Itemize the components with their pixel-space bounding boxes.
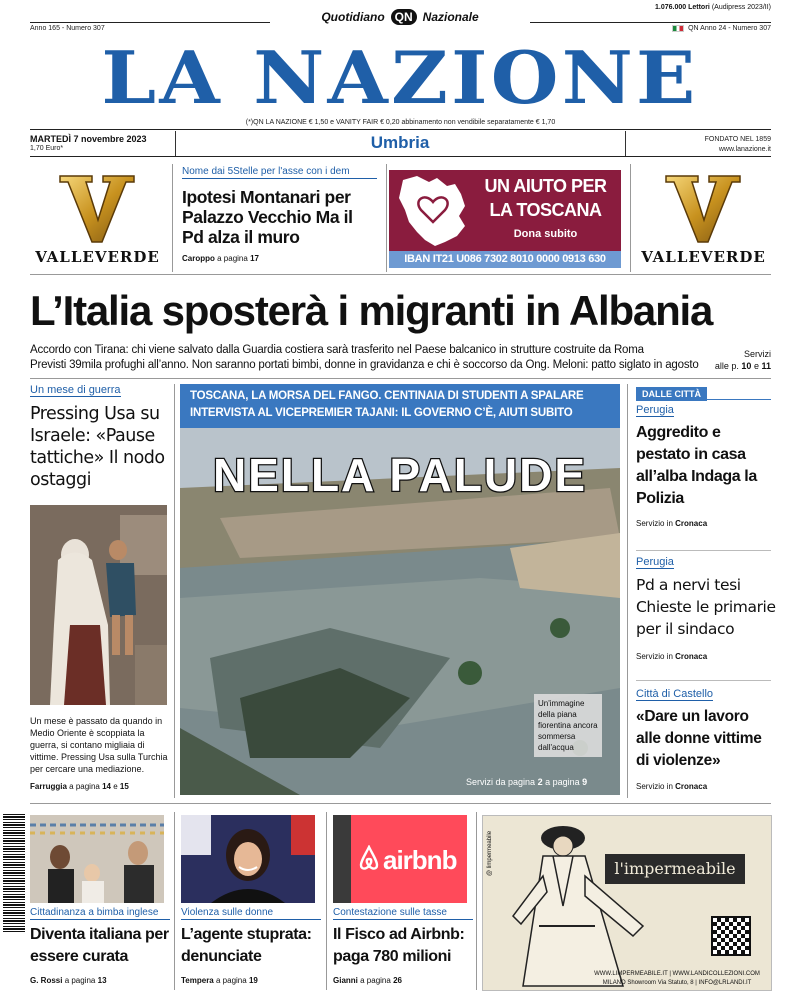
city-story-2-headline[interactable]: Pd a nervi tesi Chieste le primarie per il sindaco <box>636 576 776 638</box>
flood-banner-line-2: INTERVISTA AL VICEPREMIER TAJANI: IL GOVERNO C’È, AIUTI SUBITO <box>190 407 573 419</box>
impermeabile-handle: @ limpermeabile <box>487 830 493 876</box>
top-story[interactable] <box>182 166 377 270</box>
price-note: (*)QN LA NAZIONE € 1,50 e VANITY FAIR € 0,20 abbinamento non vendibile separatamente € 1,70 <box>245 119 556 126</box>
qn-issue: QN Anno 24 - Numero 307 <box>688 25 771 32</box>
valleverde-wordmark: VALLEVERDE <box>641 248 766 266</box>
portrait-photo-image <box>181 815 315 903</box>
price: 1,70 Euro* <box>30 145 64 152</box>
city-story-3-kicker: Città di Castello <box>636 688 714 700</box>
bottom-2-photo[interactable] <box>181 815 315 903</box>
bottom-3-kicker: Contestazione sulle tasse <box>333 907 473 920</box>
bottom-2-headline[interactable]: L’agente stuprata: denunciate <box>181 926 312 965</box>
bottom-story-1[interactable] <box>30 907 170 985</box>
bottom-2-kicker: Violenza sulle donne <box>181 907 321 920</box>
impermeabile-web[interactable]: WWW.LIMPERMEABILE.IT | WWW.LANDICOLLEZIONI.COM <box>594 971 760 977</box>
edition[interactable]: Umbria <box>370 133 430 152</box>
bottom-story-2[interactable] <box>181 907 321 985</box>
qr-code-icon[interactable] <box>711 916 751 956</box>
impermeabile-address: MILANO Showroom Via Statuto, 8 | INFO@LRLANDI.IT <box>602 980 752 986</box>
main-services: Servizi alle p. 10 e 11 <box>714 349 771 371</box>
qn-tagline <box>300 6 500 28</box>
bottom-1-headline[interactable]: Diventa italiana per essere curata <box>30 926 169 965</box>
war-kicker: Un mese di guerra <box>30 384 121 396</box>
war-headline[interactable]: Pressing Usa su Israele: «Pause tattiche» Il nodo ostaggi <box>30 404 165 490</box>
trenchcoat-figure-icon <box>503 816 653 992</box>
bottom-1-kicker: Cittadinanza a bimba inglese <box>30 907 170 920</box>
bottom-2-byline: Tempera a pagina 19 <box>181 976 258 985</box>
top-story-byline: Caroppo a pagina 17 <box>182 254 259 263</box>
top-story-kicker: Nome dai 5Stelle per l'asse con i dem <box>182 166 377 179</box>
masthead <box>0 0 801 160</box>
tagline-right: Nazionale <box>422 10 479 24</box>
valleverde-logo-icon <box>636 168 771 246</box>
bottom-3-byline: Gianni a pagina 26 <box>333 976 402 985</box>
bottom-1-photo[interactable] <box>30 815 164 903</box>
readers-count <box>655 4 771 11</box>
newspaper-title[interactable]: LA NAZIONE <box>101 35 699 120</box>
flood-headline[interactable]: NELLA PALUDE <box>212 449 588 501</box>
city-story-2[interactable] <box>636 556 776 661</box>
main-deck-1: Accordo con Tirana: chi viene salvato dalla Guardia costiera sarà trasferito nel Paese balcanico in strutture costruite da Roma <box>30 344 644 356</box>
italy-flag-icon <box>672 25 684 32</box>
airbnb-sign: airbnb <box>383 845 457 875</box>
war-byline: Farruggia a pagina 14 e 15 <box>30 782 129 791</box>
flood-banner[interactable] <box>180 384 620 428</box>
city-story-1-kicker: Perugia <box>636 404 674 416</box>
website[interactable]: www.lanazione.it <box>718 146 771 153</box>
city-story-2-kicker: Perugia <box>636 556 674 568</box>
airbnb-logo-icon <box>357 845 381 871</box>
date: MARTEDÌ 7 novembre 2023 <box>30 134 147 144</box>
valleverde-ad-right[interactable] <box>636 168 771 268</box>
city-story-2-byline: Servizio in Cronaca <box>636 652 708 661</box>
impermeabile-ad[interactable] <box>482 815 772 991</box>
top-story-headline[interactable]: Ipotesi Montanari per Palazzo Vecchio Ma il Pd alza il muro <box>182 187 353 247</box>
founded: FONDATO NEL 1859 <box>704 136 771 143</box>
aid-iban: IBAN IT21 U086 7302 8010 0000 0913 630 <box>389 251 621 268</box>
tagline-left: Quotidiano <box>321 10 385 24</box>
bottom-3-photo[interactable] <box>333 815 467 903</box>
flood-banner-line-1: TOSCANA, LA MORSA DEL FANGO. CENTINAIA DI STUDENTI A SPALARE <box>190 390 584 402</box>
war-photo[interactable] <box>30 505 167 705</box>
flood-photo-caption: Un'immagine della piana fiorentina ancora sommersa dall'acqua <box>534 694 602 757</box>
main-headline[interactable]: L’Italia sposterà i migranti in Albania <box>30 287 713 334</box>
barcode <box>3 812 25 932</box>
bottom-story-3[interactable] <box>333 907 473 985</box>
aid-subtitle: Dona subito <box>513 228 578 240</box>
city-story-1-byline: Servizio in Cronaca <box>636 519 708 528</box>
city-story-3[interactable] <box>636 688 776 791</box>
flood-services: Servizi da pagina 2 a pagina 9 <box>466 777 588 787</box>
issue-number-left: Anno 165 - Numero 307 <box>30 25 105 32</box>
readers-value: 1.076.000 Lettori <box>655 4 710 11</box>
bottom-3-headline[interactable]: Il Fisco ad Airbnb: paga 780 milioni <box>333 926 465 965</box>
dalle-citta-label: DALLE CITTÀ <box>636 387 707 401</box>
war-caption: Un mese è passato da quando in Medio Oriente è scoppiata la guerra, si contano migliaia di vittime. Pressing Usa sulla Turchia per cercare una mediazione. <box>30 716 168 774</box>
city-story-3-headline[interactable]: «Dare un lavoro alle donne vittime di violenze» <box>636 708 762 769</box>
valleverde-ad-left[interactable] <box>30 168 165 268</box>
city-story-1[interactable] <box>636 404 776 528</box>
tuscany-map-icon <box>395 172 475 250</box>
city-story-3-byline: Servizio in Cronaca <box>636 782 708 791</box>
impermeabile-brand: l'impermeabile <box>605 854 745 884</box>
issue-number-right <box>672 25 771 32</box>
aid-title-1: UN AIUTO PER <box>484 176 607 196</box>
bottom-1-byline: G. Rossi a pagina 13 <box>30 976 107 985</box>
aid-title-2: LA TOSCANA <box>489 200 602 220</box>
family-photo-image <box>30 815 164 903</box>
valleverde-wordmark: VALLEVERDE <box>35 248 160 266</box>
woman-child-figure-icon <box>30 505 167 705</box>
readers-source: (Audipress 2023/II) <box>711 4 771 11</box>
qn-logo: QN <box>391 9 417 25</box>
main-deck-2: Previsti 39mila profughi all’anno. Non saranno portati bimbi, donne in gravidanza e chi è soccorso da Ong. Meloni: patto siglato in agosto <box>30 359 699 371</box>
city-story-1-headline[interactable]: Aggredito e pestato in casa all’alba Indaga la Polizia <box>636 424 757 507</box>
valleverde-logo-icon <box>30 168 165 246</box>
aid-toscana-ad[interactable] <box>389 170 621 268</box>
